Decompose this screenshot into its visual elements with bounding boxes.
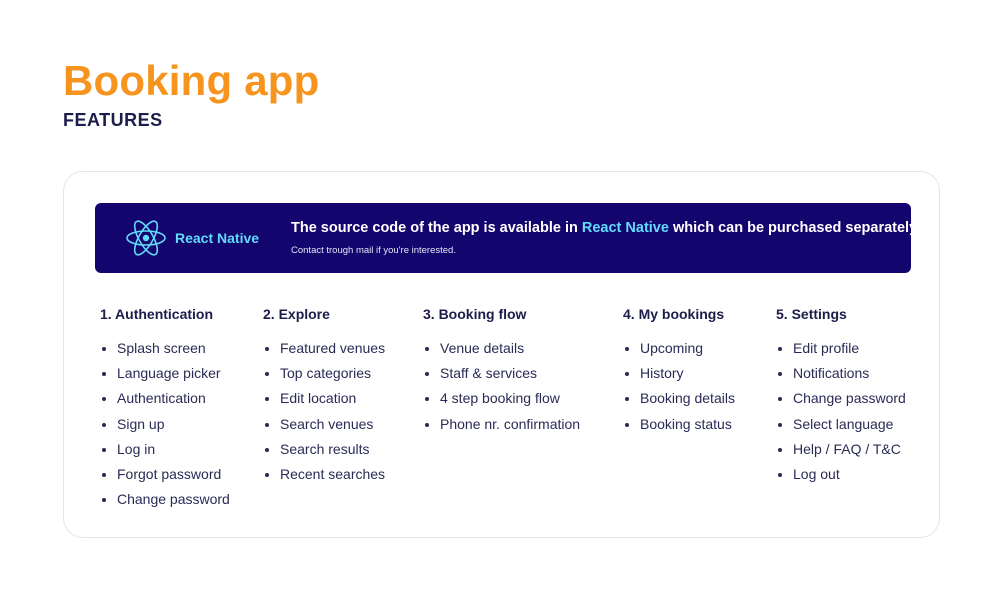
list-item-label: Change password xyxy=(117,491,230,508)
bullet-icon xyxy=(778,448,782,452)
list-item-label: Language picker xyxy=(117,365,221,382)
list-item-label: Log out xyxy=(793,466,840,483)
features-card xyxy=(63,171,940,538)
feature-list xyxy=(776,336,906,487)
bullet-icon xyxy=(625,423,629,427)
bullet-icon xyxy=(102,448,106,452)
list-item xyxy=(100,386,230,411)
list-item-label: 4 step booking flow xyxy=(440,390,560,407)
bullet-icon xyxy=(102,347,106,351)
page-subtitle: FEATURES xyxy=(63,110,163,130)
list-item xyxy=(100,412,230,437)
list-item-label: Notifications xyxy=(793,365,870,382)
page-title: Booking app xyxy=(63,57,320,104)
list-item xyxy=(100,336,230,361)
list-item xyxy=(263,361,385,386)
bullet-icon xyxy=(778,423,782,427)
bullet-icon xyxy=(425,397,429,401)
column-title: 4. My bookings xyxy=(623,306,725,322)
react-atom-icon xyxy=(125,219,167,257)
list-item xyxy=(423,361,580,386)
list-item-label: Authentication xyxy=(117,390,206,407)
list-item-label: Splash screen xyxy=(117,340,206,356)
column-title: 2. Explore xyxy=(263,306,330,322)
list-item-label: Search venues xyxy=(280,415,374,432)
list-item xyxy=(100,437,230,462)
list-item-label: Phone nr. confirmation xyxy=(440,415,581,432)
list-item xyxy=(776,386,906,411)
list-item-label: History xyxy=(640,365,684,382)
list-item-label: Upcoming xyxy=(640,340,704,356)
list-item xyxy=(776,462,906,487)
bullet-icon xyxy=(102,372,106,376)
list-item xyxy=(100,487,230,512)
list-item-label: Select language xyxy=(793,415,894,432)
bullet-icon xyxy=(425,423,429,427)
list-item xyxy=(423,412,580,437)
feature-column-settings xyxy=(776,306,906,487)
react-native-banner xyxy=(95,203,922,273)
list-item-label: Staff & services xyxy=(440,365,538,382)
bullet-icon xyxy=(265,473,269,477)
bullet-icon xyxy=(778,347,782,351)
list-item xyxy=(100,361,230,386)
list-item-label: Venue details xyxy=(440,340,525,356)
bullet-icon xyxy=(265,448,269,452)
bullet-icon xyxy=(102,423,106,427)
list-item-label: Booking status xyxy=(640,415,732,432)
list-item xyxy=(263,437,385,462)
feature-list xyxy=(263,336,385,487)
list-item xyxy=(263,412,385,437)
bullet-icon xyxy=(625,347,629,351)
bullet-icon xyxy=(425,372,429,376)
column-title: 5. Settings xyxy=(776,306,847,322)
column-title: 3. Booking flow xyxy=(423,306,527,322)
bullet-icon xyxy=(265,372,269,376)
list-item-label: Sign up xyxy=(117,415,165,432)
list-item xyxy=(776,336,906,361)
list-item xyxy=(423,386,580,411)
list-item-label: Top categories xyxy=(280,365,372,382)
react-native-logo-label: React Native xyxy=(175,230,260,246)
list-item xyxy=(263,462,385,487)
feature-list xyxy=(423,336,580,437)
list-item xyxy=(263,336,385,361)
bullet-icon xyxy=(265,423,269,427)
bullet-icon xyxy=(265,397,269,401)
banner-text-before: The source code of the app is available in xyxy=(291,220,582,236)
bullet-icon xyxy=(102,397,106,401)
list-item-label: Edit profile xyxy=(793,340,860,356)
list-item-label: Help / FAQ / T&C xyxy=(793,440,901,457)
list-item xyxy=(623,412,735,437)
list-item xyxy=(263,386,385,411)
feature-column-authentication xyxy=(100,306,230,512)
feature-list xyxy=(100,336,230,512)
banner-text-after: which can be purchased separately! xyxy=(668,220,922,236)
bullet-icon xyxy=(425,347,429,351)
banner-message xyxy=(291,220,922,236)
bullet-icon xyxy=(778,473,782,477)
list-item-label: Forgot password xyxy=(117,466,222,483)
bullet-icon xyxy=(778,397,782,401)
list-item xyxy=(623,361,735,386)
bullet-icon xyxy=(102,473,106,477)
list-item-label: Log in xyxy=(117,440,156,457)
feature-column-booking-flow xyxy=(423,306,580,437)
bullet-icon xyxy=(625,397,629,401)
feature-column-explore xyxy=(263,306,385,487)
column-title: 1. Authentication xyxy=(100,306,214,322)
list-item-label: Booking details xyxy=(640,390,735,407)
feature-list xyxy=(623,336,735,437)
list-item-label: Search results xyxy=(280,440,370,457)
list-item xyxy=(776,361,906,386)
list-item xyxy=(623,386,735,411)
list-item xyxy=(623,336,735,361)
bullet-icon xyxy=(778,372,782,376)
list-item xyxy=(423,336,580,361)
bullet-icon xyxy=(625,372,629,376)
banner-subtext: Contact trough mail if you're interested. xyxy=(291,245,456,256)
list-item xyxy=(776,437,906,462)
list-item-label: Recent searches xyxy=(280,466,386,483)
bullet-icon xyxy=(265,347,269,351)
banner-highlight: React Native xyxy=(581,220,669,236)
list-item xyxy=(776,412,906,437)
bullet-icon xyxy=(102,498,106,502)
list-item xyxy=(100,462,230,487)
list-item-label: Featured venues xyxy=(280,340,386,356)
feature-column-my-bookings xyxy=(623,306,735,437)
list-item-label: Edit location xyxy=(280,390,357,407)
list-item-label: Change password xyxy=(793,390,906,407)
